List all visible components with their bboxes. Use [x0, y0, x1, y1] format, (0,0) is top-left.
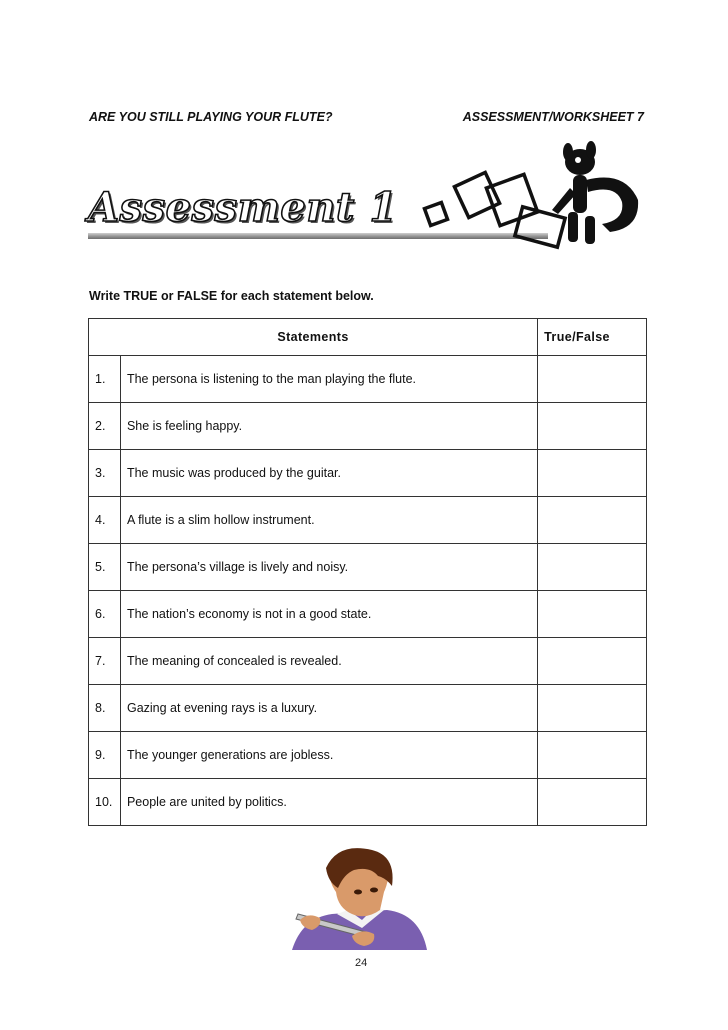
statement-text: The persona’s village is lively and noisy.: [120, 544, 537, 591]
table-header-row: [89, 319, 647, 356]
answer-cell[interactable]: [538, 544, 647, 591]
statements-column-header: Statements: [89, 319, 538, 356]
table-row: [89, 450, 647, 497]
worksheet-label: ASSESSMENT/WORKSHEET 7: [462, 110, 644, 124]
statement-number: 5.: [89, 544, 121, 591]
statement-number: 8.: [89, 685, 121, 732]
statement-text: She is feeling happy.: [120, 403, 537, 450]
statement-text: The meaning of concealed is revealed.: [120, 638, 537, 685]
answer-cell[interactable]: [538, 591, 647, 638]
true-false-column-header: True/False: [538, 319, 647, 356]
table-row: [89, 403, 647, 450]
page-header: [89, 110, 644, 126]
statement-text: The younger generations are jobless.: [120, 732, 537, 779]
table-row: [89, 497, 647, 544]
table-row: [89, 544, 647, 591]
statement-text: The persona is listening to the man playing the flute.: [120, 356, 537, 403]
answer-cell[interactable]: [538, 638, 647, 685]
table-row: [89, 356, 647, 403]
statement-number: 1.: [89, 356, 121, 403]
statement-text: The nation’s economy is not in a good state.: [120, 591, 537, 638]
table-row: [89, 732, 647, 779]
statement-text: People are united by politics.: [120, 779, 537, 826]
statement-text: A flute is a slim hollow instrument.: [120, 497, 537, 544]
statement-number: 7.: [89, 638, 121, 685]
statement-text: The music was produced by the guitar.: [120, 450, 537, 497]
answer-cell[interactable]: [538, 497, 647, 544]
answer-cell[interactable]: [538, 356, 647, 403]
section-title: Assessment 1: [88, 184, 398, 231]
kokopelli-squares-illustration: [420, 140, 650, 260]
flute-player-illustration: [292, 848, 432, 950]
table-row: [89, 591, 647, 638]
answer-cell[interactable]: [538, 450, 647, 497]
statement-number: 2.: [89, 403, 121, 450]
answer-cell[interactable]: [538, 403, 647, 450]
instruction-text: Write TRUE or FALSE for each statement below.: [89, 289, 374, 303]
statement-number: 4.: [89, 497, 121, 544]
answer-cell[interactable]: [538, 685, 647, 732]
true-false-table: [88, 318, 647, 826]
statement-text: Gazing at evening rays is a luxury.: [120, 685, 537, 732]
statement-number: 6.: [89, 591, 121, 638]
statement-number: 10.: [89, 779, 121, 826]
table-row: [89, 685, 647, 732]
statement-number: 3.: [89, 450, 121, 497]
table-row: [89, 779, 647, 826]
answer-cell[interactable]: [538, 779, 647, 826]
worksheet-title: ARE YOU STILL PLAYING YOUR FLUTE?: [89, 110, 333, 124]
table-row: [89, 638, 647, 685]
statement-number: 9.: [89, 732, 121, 779]
page-number: 24: [355, 957, 368, 969]
answer-cell[interactable]: [538, 732, 647, 779]
